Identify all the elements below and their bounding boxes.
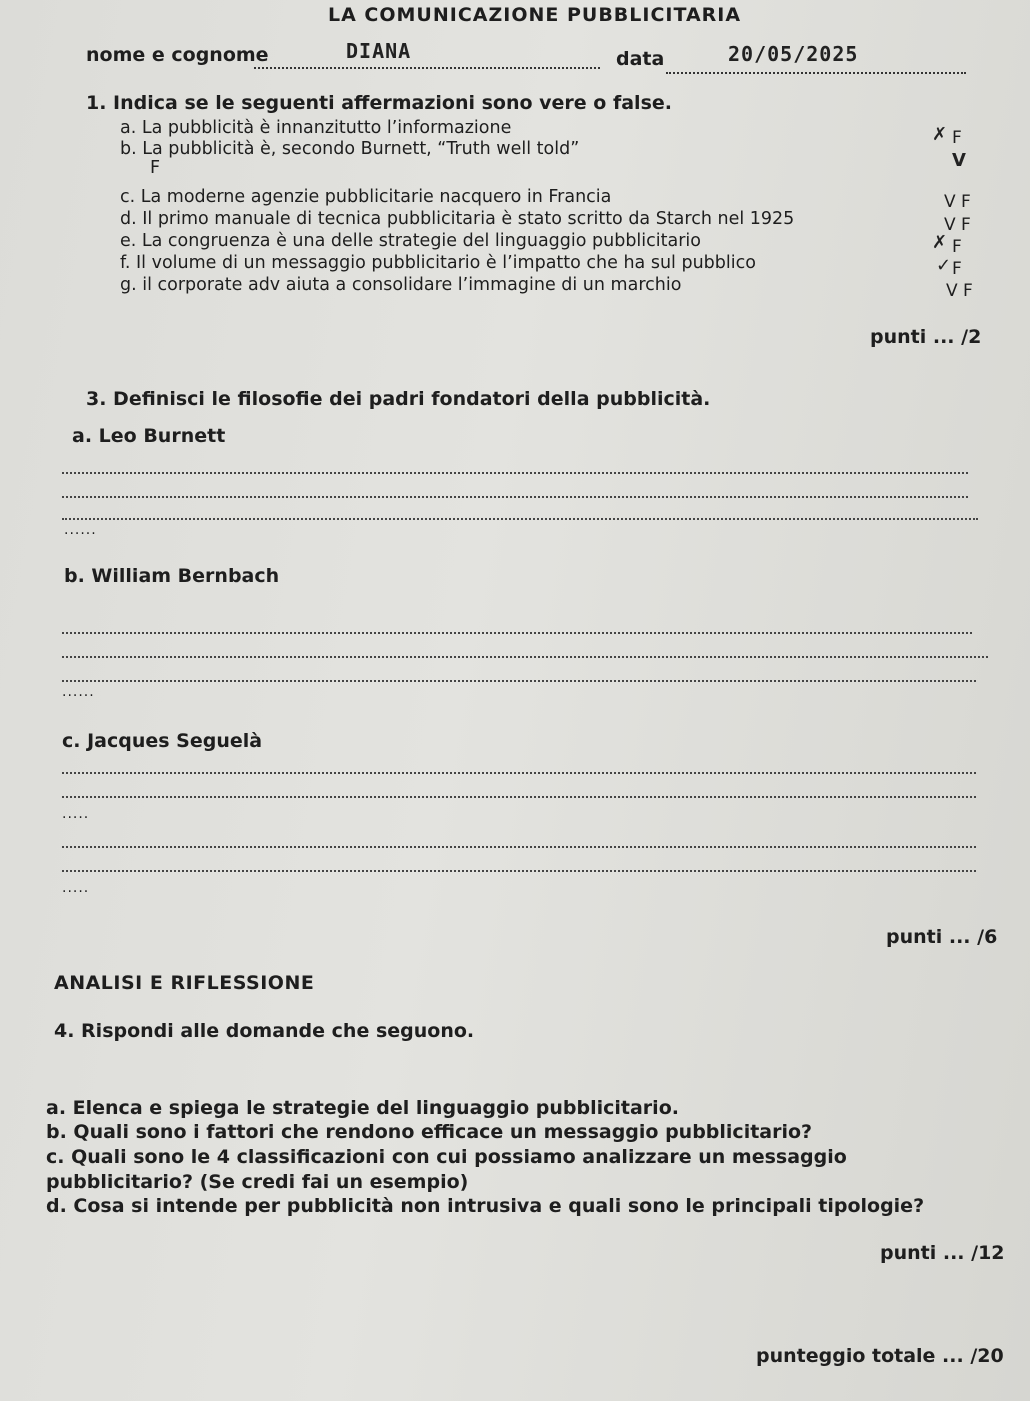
statement-f: f. Il volume di un messaggio pubblicitario è l’impatto che ha sul pubblico [120,253,756,273]
section1-heading: 1. Indica se le seguenti affermazioni sono vere o false. [86,92,672,114]
jacques-seguela-label: c. Jacques Seguelà [62,730,263,752]
check-mark-b: V [952,150,966,171]
statement-b-option: F [150,158,161,178]
check-mark-e: ✗ [932,232,948,253]
section4-heading: 4. Rispondi alle domande che seguono. [54,1020,475,1042]
check-mark-f: ✓ [936,255,952,276]
answer-line[interactable] [62,772,976,774]
answer-line[interactable] [62,796,976,798]
total-score: punteggio totale ... /20 [756,1345,1004,1367]
answer-line[interactable] [62,846,976,848]
answer-line[interactable] [62,518,978,520]
william-bernbach-label: b. William Bernbach [64,565,280,587]
answer-line[interactable] [62,472,968,474]
vf-choice-f[interactable]: F [952,259,962,279]
name-label: nome e cognome [86,44,269,66]
answer-line-short: ..... [62,806,90,822]
vf-choice-c[interactable]: V F [944,192,971,212]
section1-score: punti ... /2 [870,326,982,348]
question-c: c. Quali sono le 4 classificazioni con cui possiamo analizzare un messaggio [46,1146,847,1168]
vf-choice-a[interactable]: F [952,128,962,148]
date-label: data [616,48,665,70]
answer-line-short: ...... [62,684,95,700]
vf-choice-g[interactable]: V F [946,281,973,301]
date-field[interactable] [666,42,966,74]
date-value: 20/05/2025 [728,42,859,66]
name-field[interactable] [254,39,600,69]
statement-b: b. La pubblicità è, secondo Burnett, “Truth well told” [120,139,580,159]
question-b: b. Quali sono i fattori che rendono efficace un messaggio pubblicitario? [46,1121,813,1143]
section3-heading: 3. Definisci le filosofie dei padri fondatori della pubblicità. [86,388,711,410]
vf-choice-e[interactable]: F [952,237,962,257]
statement-c: c. La moderne agenzie pubblicitarie nacquero in Francia [120,187,612,207]
leo-burnett-label: a. Leo Burnett [72,425,226,447]
section4-score: punti ... /12 [880,1242,1005,1264]
answer-line[interactable] [62,632,972,634]
statement-a: a. La pubblicità è innanzitutto l’informazione [120,118,512,138]
check-mark-a: ✗ [932,124,948,145]
vf-choice-d[interactable]: V F [944,215,971,235]
question-a: a. Elenca e spiega le strategie del linguaggio pubblicitario. [46,1097,679,1119]
page-title: LA COMUNICAZIONE PUBBLICITARIA [328,4,742,26]
answer-line-short: ...... [64,522,97,538]
statement-e: e. La congruenza è una delle strategie del linguaggio pubblicitario [120,231,701,251]
answer-line[interactable] [62,656,988,658]
answer-line-short: ..... [62,880,90,896]
statement-g: g. il corporate adv aiuta a consolidare l’immagine di un marchio [120,275,682,295]
analysis-title: ANALISI E RIFLESSIONE [54,972,315,994]
question-d: d. Cosa si intende per pubblicità non intrusiva e quali sono le principali tipologie? [46,1195,925,1217]
answer-line[interactable] [62,496,968,498]
statement-d: d. Il primo manuale di tecnica pubblicitaria è stato scritto da Starch nel 1925 [120,209,795,229]
answer-line[interactable] [62,870,976,872]
name-value: DIANA [346,39,412,63]
answer-line[interactable] [62,680,976,682]
question-c-continued: pubblicitario? (Se credi fai un esempio) [46,1171,469,1193]
section3-score: punti ... /6 [886,926,998,948]
